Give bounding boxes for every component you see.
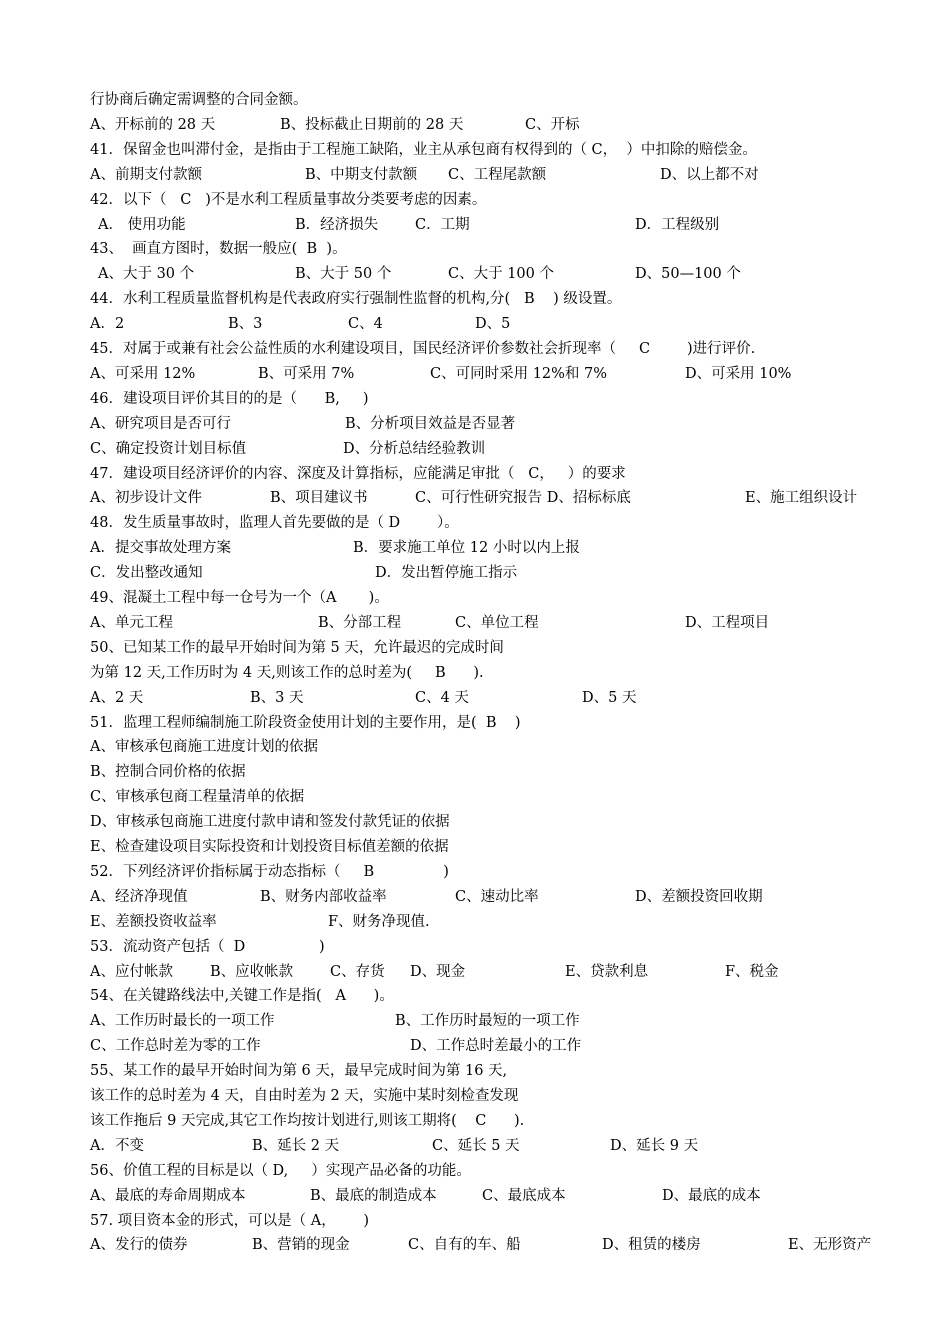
option-item: D、以上都不对 <box>660 166 759 183</box>
option-item: C．工期 <box>415 216 470 233</box>
option-item: D、5 <box>475 316 511 333</box>
option-item: A、可采用 12% <box>90 365 196 382</box>
option-item: B、最底的制造成本 <box>310 1187 437 1204</box>
option-item: B、财务内部收益率 <box>260 888 387 905</box>
option-item: D、工程项目 <box>685 614 770 631</box>
option-item: E、施工组织设计 <box>745 490 858 507</box>
option-item: D、5 天 <box>582 689 637 706</box>
text-line: 41．保留金也叫滞付金，是指由于工程施工缺陷，业主从承包商有权得到的（ C， ）中扣除的赔偿金。 <box>90 141 757 158</box>
option-item: A． 使用功能 <box>98 216 186 233</box>
option-item: B、3 <box>228 316 263 333</box>
option-item: C、4 天 <box>415 689 469 706</box>
text-line: 50、已知某工作的最早开始时间为第 5 天，允许最迟的完成时间 <box>90 639 504 656</box>
text-line: 51．监理工程师编制施工阶段资金使用计划的主要作用，是( B ) <box>90 714 521 731</box>
option-item: A、经济净现值 <box>90 888 188 905</box>
text-line: 55、某工作的最早开始时间为第 6 天，最早完成时间为第 16 天, <box>90 1063 508 1080</box>
option-item: A、开标前的 28 天 <box>90 116 216 133</box>
option-item: C、4 <box>348 316 383 333</box>
option-item: B、工作历时最短的一项工作 <box>395 1013 580 1030</box>
option-item: C、大于 100 个 <box>448 266 554 283</box>
option-item: B、应收帐款 <box>210 963 294 980</box>
option-item: D、分析总结经验教训 <box>343 440 486 457</box>
option-item: A、应付帐款 <box>90 963 173 980</box>
option-item: B、分析项目效益是否显著 <box>345 415 516 432</box>
option-item: A、2 天 <box>90 689 144 706</box>
text-line: E、检查建设项目实际投资和计划投资目标值差额的依据 <box>90 839 449 855</box>
text-line: 52．下列经济评价指标属于动态指标（ B ) <box>90 863 449 880</box>
option-item: A、研究项目是否可行 <box>90 415 231 432</box>
option-item: A、发行的债券 <box>90 1237 188 1254</box>
text-line: 44．水利工程质量监督机构是代表政府实行强制性监督的机构,分( B ) 级设置。 <box>90 291 622 308</box>
option-item: B、营销的现金 <box>252 1237 350 1254</box>
text-line: 56、价值工程的目标是以（ D, ）实现产品必备的功能。 <box>90 1162 471 1179</box>
option-item: C、可行性研究报告 D、招标标底 <box>415 490 631 507</box>
text-line: D、审核承包商施工进度付款申请和签发付款凭证的依据 <box>90 814 450 831</box>
option-item: A、前期支付款额 <box>90 166 202 183</box>
option-item: A．2 <box>90 316 125 333</box>
option-item: C、确定投资计划目标值 <box>90 440 247 457</box>
option-item: B、投标截止日期前的 28 天 <box>280 116 464 133</box>
option-item: C、自有的车、船 <box>408 1237 521 1254</box>
option-item: A、初步设计文件 <box>90 490 202 507</box>
option-item: B．要求施工单位 12 小时以内上报 <box>353 540 580 557</box>
text-line: 46．建设项目评价其目的的是（ B, ) <box>90 390 369 407</box>
option-item: C、最底成本 <box>482 1187 566 1204</box>
option-item: D、租赁的楼房 <box>602 1237 701 1254</box>
option-item: C、延长 5 天 <box>432 1137 520 1154</box>
text-line: C、审核承包商工程量清单的依据 <box>90 789 305 806</box>
option-item: A、工作历时最长的一项工作 <box>90 1013 275 1030</box>
option-item: A、最底的寿命周期成本 <box>90 1187 246 1204</box>
option-item: B、项目建议书 <box>270 490 368 507</box>
option-item: A、大于 30 个 <box>98 266 195 283</box>
text-line: 48．发生质量事故时，监理人首先要做的是（ D ）。 <box>90 515 459 532</box>
option-item: B、3 天 <box>250 689 304 706</box>
text-line: 行协商后确定需调整的合同金额。 <box>90 92 308 108</box>
option-item: D、差额投资回收期 <box>635 888 763 905</box>
text-line: 47．建设项目经济评价的内容、深度及计算指标，应能满足审批（ C， ）的要求 <box>90 465 626 482</box>
text-line: 53．流动资产包括（ D ) <box>90 938 325 955</box>
option-item: F、税金 <box>725 963 779 980</box>
option-item: D、可采用 10% <box>685 365 792 382</box>
option-item: E、无形资产 <box>788 1237 872 1254</box>
option-item: C．发出整改通知 <box>90 565 203 582</box>
option-item: E、贷款利息 <box>565 963 649 980</box>
option-item: D．工程级别 <box>635 216 720 233</box>
text-line: 该工作拖后 9 天完成,其它工作均按计划进行,则该工期将( C ). <box>90 1112 525 1129</box>
text-line: 54、在关键路线法中,关键工作是指( A )。 <box>90 988 394 1005</box>
text-line: 45．对属于或兼有社会公益性质的水利建设项目，国民经济评价参数社会折现率（ C )进行评价. <box>90 341 756 357</box>
option-item: C、存货 <box>330 963 385 980</box>
text-line: 该工作的总时差为 4 天，自由时差为 2 天，实施中某时刻检查发现 <box>90 1088 519 1104</box>
option-item: C、可同时采用 12%和 7% <box>430 365 608 382</box>
option-item: B、中期支付款额 <box>305 166 418 183</box>
text-line: 43、 画直方图时，数据一般应( B )。 <box>90 241 347 258</box>
text-line: 42．以下（ C )不是水利工程质量事故分类要考虑的因素。 <box>90 191 487 208</box>
option-item: B、可采用 7% <box>258 365 355 382</box>
option-item: D、工作总时差最小的工作 <box>410 1038 582 1055</box>
option-item: D．发出暂停施工指示 <box>375 565 518 582</box>
text-line: 49、混凝土工程中每一仓号为一个（A )。 <box>90 590 389 606</box>
text-line: B、控制合同价格的依据 <box>90 764 246 781</box>
option-item: C、工程尾款额 <box>448 166 547 183</box>
text-line: A、审核承包商施工进度计划的依据 <box>90 739 318 756</box>
text-line: 57. 项目资本金的形式，可以是（ A， ) <box>90 1212 370 1229</box>
option-item: B、大于 50 个 <box>295 266 392 283</box>
option-item: F、财务净现值. <box>328 913 430 930</box>
option-item: D、现金 <box>410 963 466 980</box>
option-item: B．经济损失 <box>295 216 379 233</box>
option-item: C、工作总时差为零的工作 <box>90 1038 261 1055</box>
option-item: A．不变 <box>90 1137 144 1154</box>
option-item: D、50—100 个 <box>635 266 741 283</box>
option-item: B、分部工程 <box>318 614 402 631</box>
option-item: A．提交事故处理方案 <box>90 540 231 557</box>
option-item: E、差额投资收益率 <box>90 913 217 930</box>
option-item: D、延长 9 天 <box>610 1137 699 1154</box>
option-item: C、单位工程 <box>455 614 539 631</box>
option-item: A、单元工程 <box>90 614 173 631</box>
option-item: B、延长 2 天 <box>252 1137 340 1154</box>
option-item: D、最底的成本 <box>662 1187 761 1204</box>
option-item: C、开标 <box>525 116 580 133</box>
option-item: C、速动比率 <box>455 888 539 905</box>
text-line: 为第 12 天,工作历时为 4 天,则该工作的总时差为( B ). <box>90 664 484 681</box>
